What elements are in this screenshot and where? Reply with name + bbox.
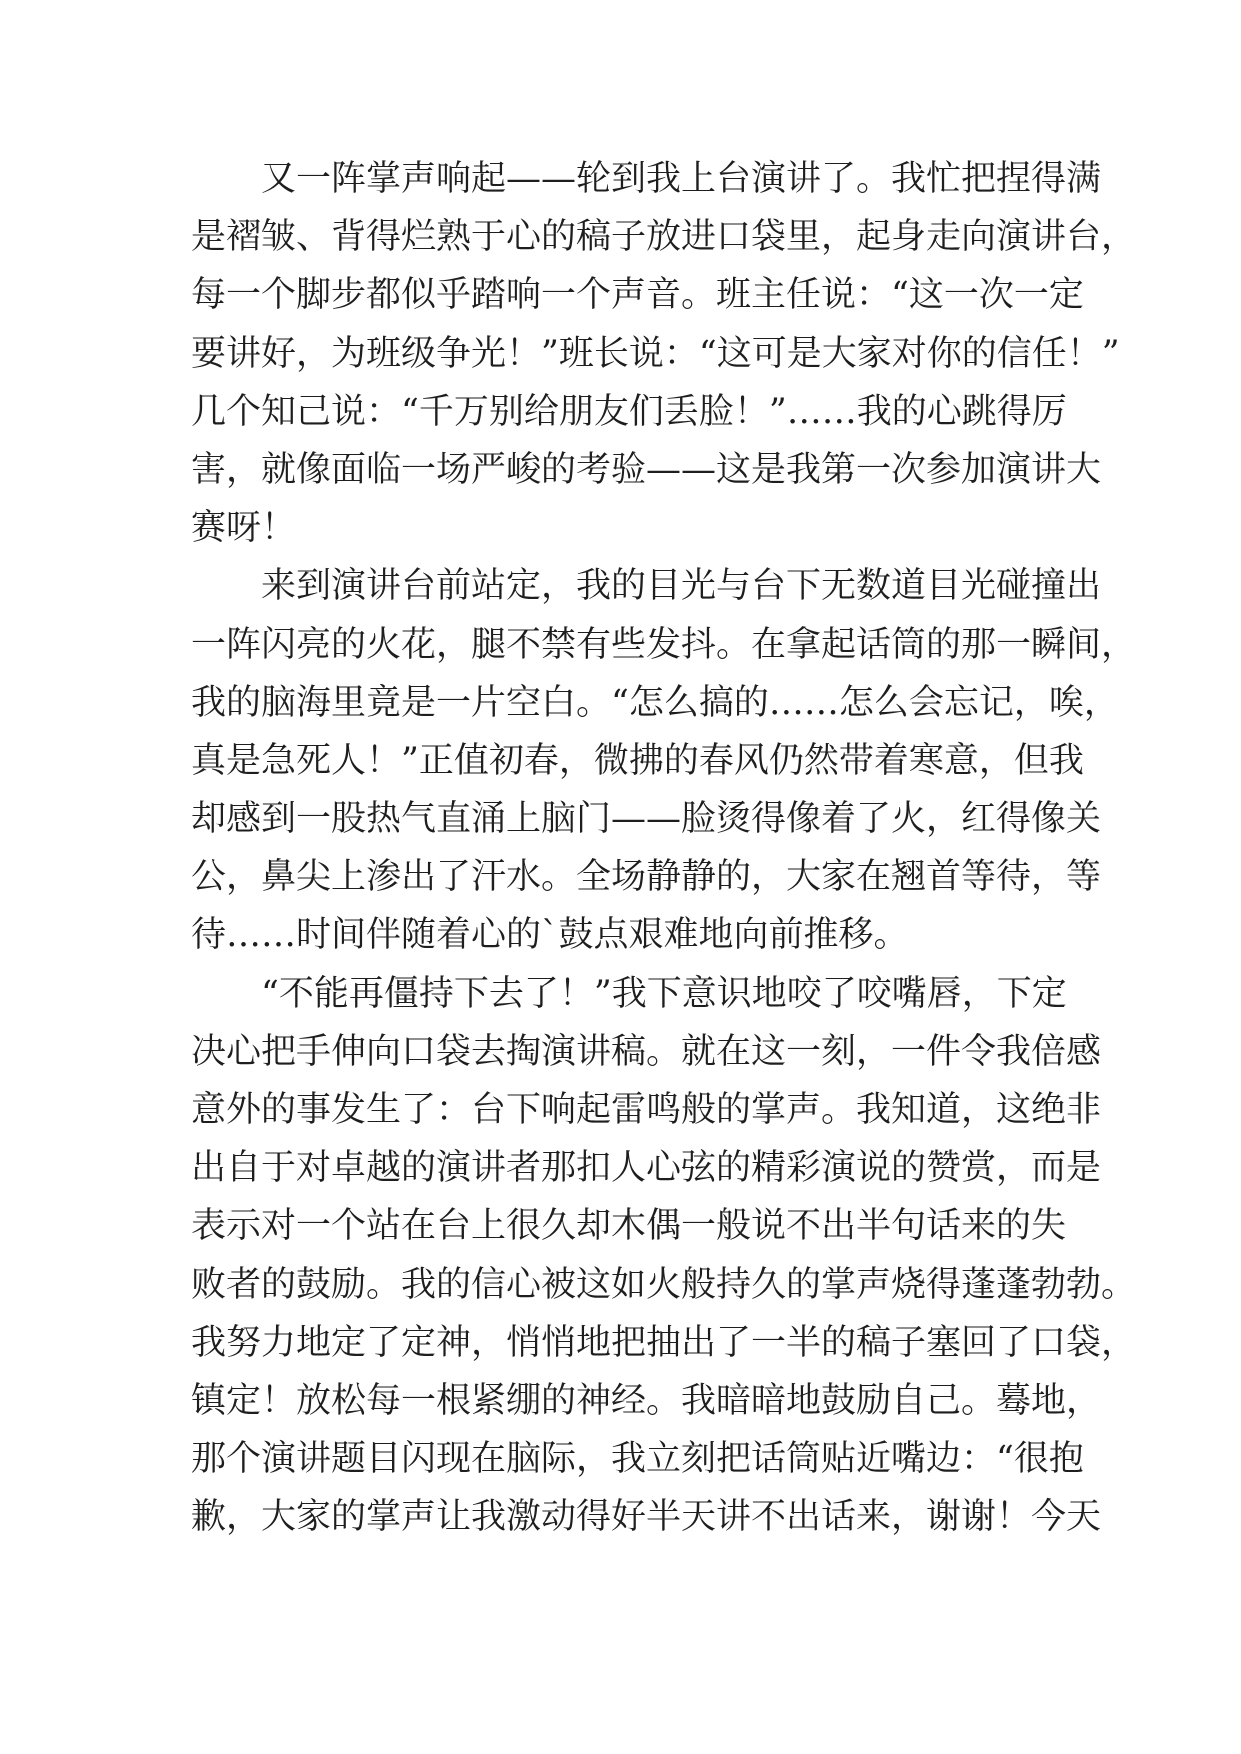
paragraph-line: 我努力地定了定神，悄悄地把抽出了一半的稿子塞回了口袋， [191, 1322, 1137, 1363]
paragraph-line: 决心把手伸向口袋去掏演讲稿。就在这一刻，一件令我倍感 [191, 1031, 1102, 1072]
paragraph-line: 害，就像面临一场严峻的考验——这是我第一次参加演讲大 [191, 449, 1102, 490]
paragraph-line: 歉，大家的掌声让我激动得好半天讲不出话来，谢谢！今天 [191, 1497, 1102, 1538]
paragraph-line: 每一个脚步都似乎踏响一个声音。班主任说：“这一次一定 [191, 275, 1084, 316]
paragraph-line: “不能再僵持下去了！”我下意识地咬了咬嘴唇，下定 [261, 973, 1067, 1014]
paragraph-line: 镇定！放松每一根紧绷的神经。我暗暗地鼓励自己。蓦地， [191, 1380, 1102, 1421]
paragraph-line: 意外的事发生了：台下响起雷鸣般的掌声。我知道，这绝非 [191, 1090, 1102, 1130]
document-body [191, 150, 1137, 1547]
paragraph-line: 我的脑海里竟是一片空白。“怎么搞的……怎么会忘记，唉， [191, 682, 1119, 723]
paragraph-line: 一阵闪亮的火花，腿不禁有些发抖。在拿起话筒的那一瞬间， [191, 624, 1137, 665]
paragraph-line: 赛呀！ [191, 508, 297, 549]
paragraph-line: 待……时间伴随着心的`鼓点艰难地向前推移。 [191, 915, 909, 956]
paragraph-line: 公，鼻尖上渗出了汗水。全场静静的，大家在翘首等待，等 [191, 857, 1102, 898]
paragraph-line: 是褶皱、背得烂熟于心的稿子放进口袋里，起身走向演讲台， [191, 217, 1137, 258]
paragraph-line: 要讲好，为班级争光！”班长说：“这可是大家对你的信任！” [191, 333, 1120, 374]
paragraph-line: 却感到一股热气直涌上脑门——脸烫得像着了火，红得像关 [191, 799, 1102, 840]
paragraph-line: 表示对一个站在台上很久却木偶一般说不出半句话来的失 [191, 1206, 1067, 1247]
paragraph-line: 真是急死人！”正值初春，微拂的春风仍然带着寒意，但我 [191, 740, 1084, 781]
paragraph-1 [191, 150, 1137, 557]
paragraph-line: 那个演讲题目闪现在脑际，我立刻把话筒贴近嘴边：“很抱 [191, 1439, 1084, 1480]
paragraph-line: 败者的鼓励。我的信心被这如火般持久的掌声烧得蓬蓬勃勃。 [191, 1264, 1137, 1305]
paragraph-line: 又一阵掌声响起——轮到我上台演讲了。我忙把捏得满 [261, 159, 1102, 199]
paragraph-line: 几个知己说：“千万别给朋友们丢脸！”……我的心跳得厉 [191, 391, 1067, 432]
paragraph-3 [191, 965, 1137, 1547]
paragraph-line: 出自于对卓越的演讲者那扣人心弦的精彩演说的赞赏，而是 [191, 1148, 1102, 1189]
paragraph-2 [191, 557, 1137, 964]
paragraph-line: 来到演讲台前站定，我的目光与台下无数道目光碰撞出 [261, 566, 1102, 607]
